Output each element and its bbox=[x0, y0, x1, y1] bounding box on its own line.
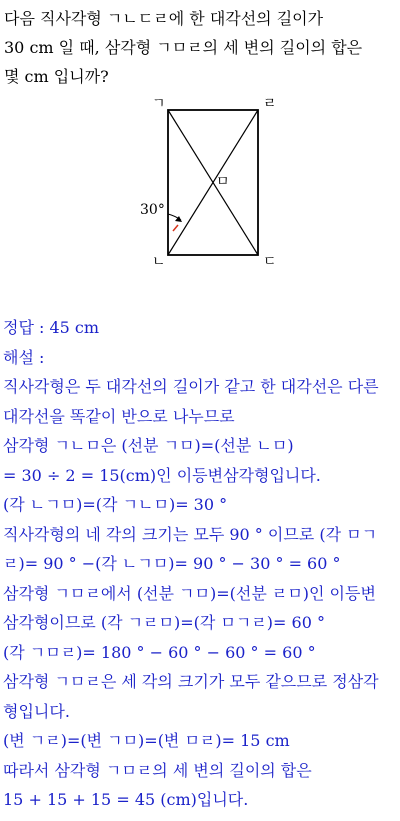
label-m: ㅁ bbox=[216, 174, 230, 190]
explanation-line: 삼각형 ㄱㅁㄹ에서 (선분 ㄱㅁ)=(선분 ㄹㅁ)인 이등변 bbox=[3, 583, 376, 603]
question-line: 다음 직사각형 ㄱㄴㄷㄹ에 한 대각선의 길이가 bbox=[4, 9, 324, 28]
question-line: 몇 cm 입니까? bbox=[4, 67, 109, 86]
rectangle-figure bbox=[140, 96, 280, 270]
label-g: ㄱ bbox=[152, 96, 166, 112]
explanation-line: (각 ㄴㄱㅁ)=(각 ㄱㄴㅁ)= 30 ° bbox=[3, 495, 228, 514]
explanation-line: ㄹ)= 90 ° −(각 ㄴㄱㅁ)= 90 ° − 30 ° = 60 ° bbox=[3, 554, 341, 573]
explanation-line: 삼각형이므로 (각 ㄱㄹㅁ)=(각 ㅁㄱㄹ)= 60 ° bbox=[3, 613, 325, 632]
explanation-heading: 해설 : bbox=[3, 347, 45, 367]
question-line: 30 cm 일 때, 삼각형 ㄱㅁㄹ의 세 변의 길이의 합은 bbox=[4, 38, 363, 57]
explanation-line: 형입니다. bbox=[3, 701, 70, 721]
label-r: ㄹ bbox=[263, 96, 277, 112]
label-n: ㄴ bbox=[152, 254, 166, 270]
angle-marker bbox=[173, 225, 178, 231]
rectangle-diagram bbox=[140, 96, 280, 270]
explanation-line: 따라서 삼각형 ㄱㅁㄹ의 세 변의 길이의 합은 bbox=[3, 760, 312, 780]
question-text bbox=[4, 4, 398, 91]
explanation-line: 15 + 15 + 15 = 45 (cm)입니다. bbox=[3, 790, 249, 809]
explanation-line: 삼각형 ㄱㅁㄹ은 세 각의 크기가 모두 같으므로 정삼각 bbox=[3, 672, 379, 691]
label-d: ㄷ bbox=[263, 254, 277, 270]
explanation-line: (각 ㄱㅁㄹ)= 180 ° − 60 ° − 60 ° = 60 ° bbox=[3, 642, 316, 662]
explanation-line: = 30 ÷ 2 = 15(cm)인 이등변삼각형입니다. bbox=[3, 465, 321, 485]
explanation-line: 대각선을 똑같이 반으로 나누므로 bbox=[3, 406, 235, 426]
answer-line: 정답 : 45 cm bbox=[3, 318, 100, 337]
explanation-line: 직사각형의 네 각의 크기는 모두 90 ° 이므로 (각 ㅁㄱ bbox=[3, 524, 378, 544]
angle-label: 30° bbox=[140, 202, 165, 218]
explanation-line: 직사각형은 두 대각선의 길이가 같고 한 대각선은 다른 bbox=[3, 377, 379, 396]
answer-explanation bbox=[3, 313, 398, 815]
explanation-line: (변 ㄱㄹ)=(변 ㄱㅁ)=(변 ㅁㄹ)= 15 cm bbox=[3, 731, 290, 750]
explanation-line: 삼각형 ㄱㄴㅁ은 (선분 ㄱㅁ)=(선분 ㄴㅁ) bbox=[3, 436, 294, 455]
